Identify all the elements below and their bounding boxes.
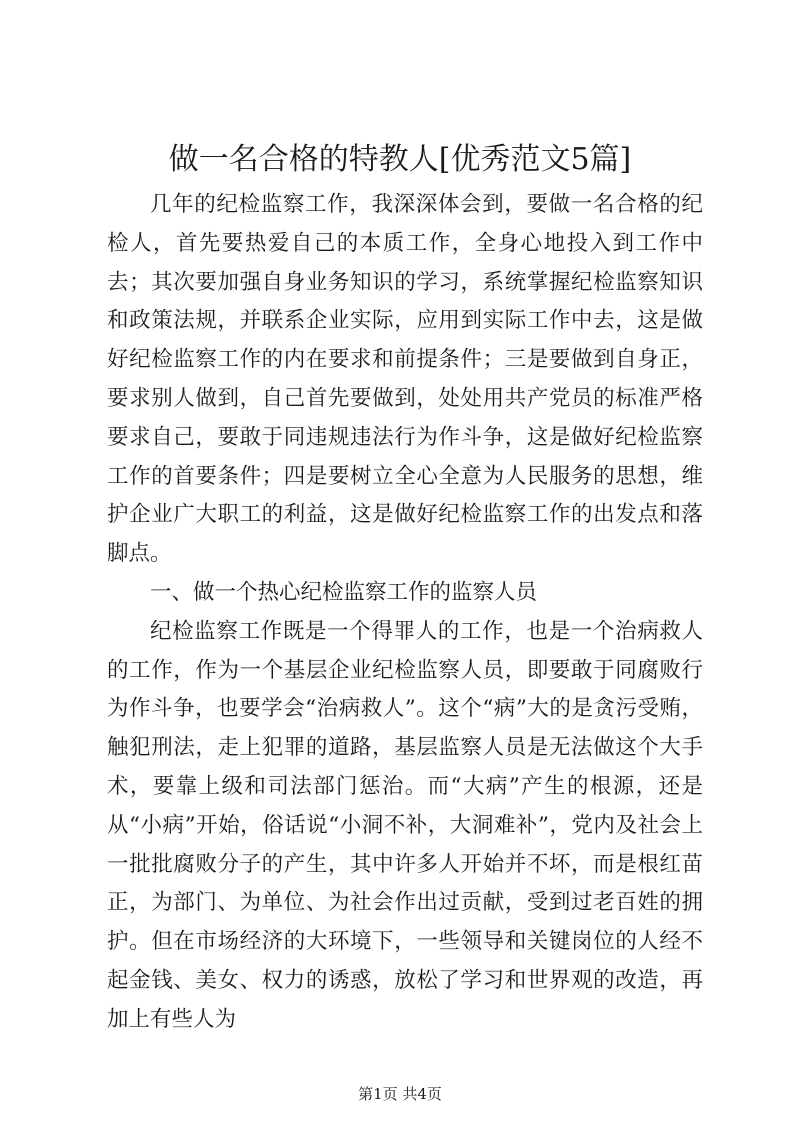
page-footer: 第1页 共4页 [358, 1085, 442, 1103]
body-paragraph: 纪检监察工作既是一个得罪人的工作，也是一个治病救人的工作，作为一个基层企业纪检监察人员，即要敢于同腐败行为作斗争，也要学会“治病救人”。这个“病”大的是贪污受贿，触犯刑法，走上犯罪的道路，基层监察人员是无法做这个大手术，要靠上级和司法部门惩治。而“大病”产生的根源，还是从“小病”开始，俗话说“小洞不补，大洞难补”，党内及社会上一批批腐败分子的产生，其中许多人开始并不坏，而是根红苗正，为部门、为单位、为社会作出过贡献，受到过老百姓的拥护。但在市场经济的大环境下，一些领导和关键岗位的人经不起金钱、美女、权力的诱惑，放松了学习和世界观的改造，再加上有些人为 [107, 618, 703, 1032]
section-heading: 一、做一个热心纪检监察工作的监察人员 [150, 579, 538, 605]
body-paragraph: 几年的纪检监察工作，我深深体会到，要做一名合格的纪检人，首先要热爱自己的本质工作，全身心地投入到工作中去；其次要加强自身业务知识的学习，系统掌握纪检监察知识和政策法规，并联系企业实际，应用到实际工作中去，这是做好纪检监察工作的内在要求和前提条件；三是要做到自身正，要求别人做到，自己首先要做到，处处用共产党员的标准严格要求自己，要敢于同违规违法行为作斗争，这是做好纪检监察工作的首要条件；四是要树立全心全意为人民服务的思想，维护企业广大职工的利益，这是做好纪检监察工作的出发点和落脚点。 [107, 192, 703, 567]
document-body [107, 186, 703, 1040]
document-title: 做一名合格的特教人[优秀范文5篇] [168, 142, 632, 177]
